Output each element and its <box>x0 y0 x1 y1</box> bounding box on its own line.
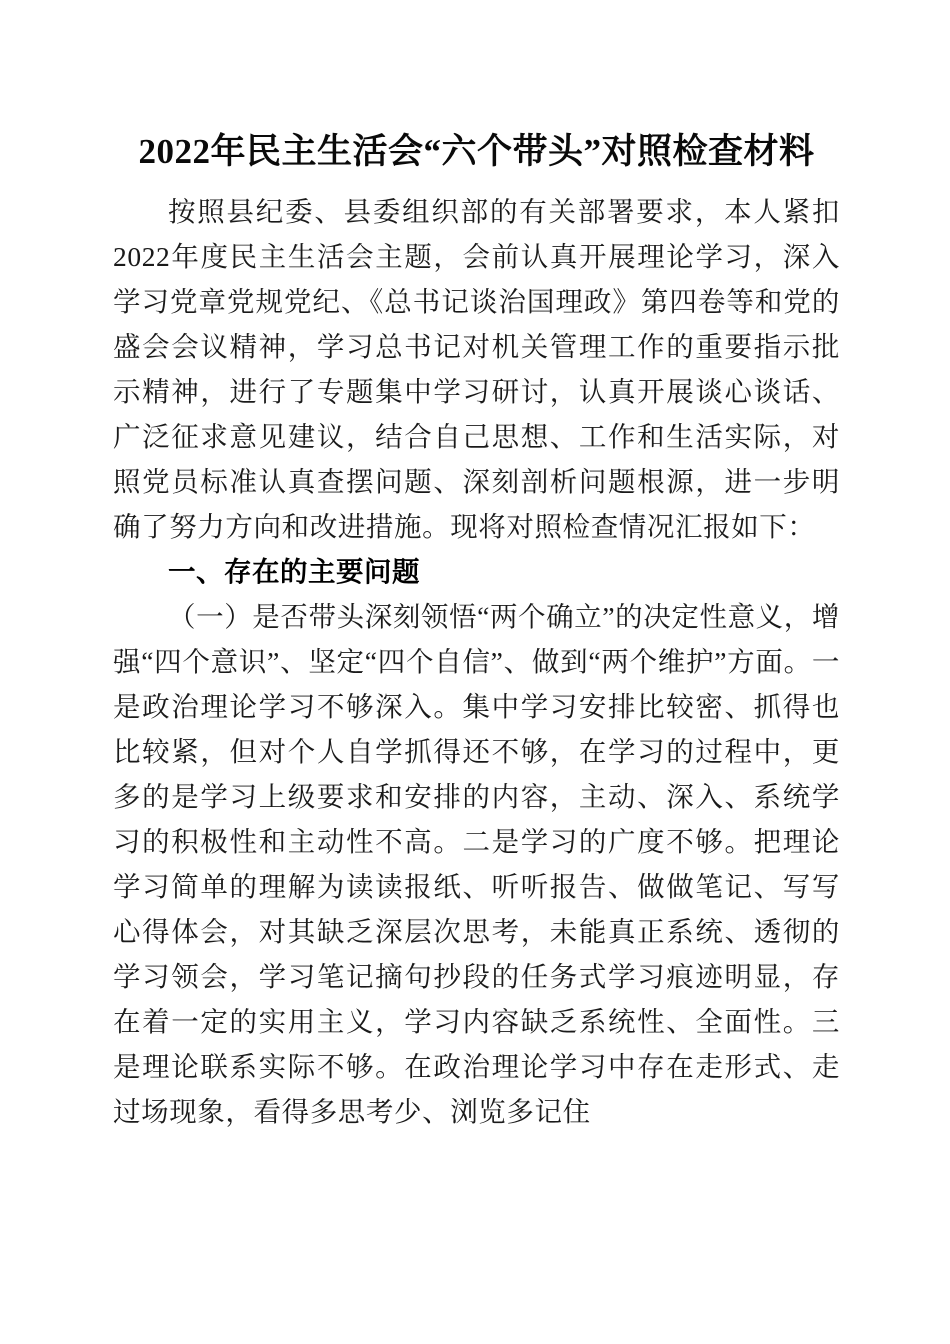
document-body <box>113 128 840 1134</box>
paragraph-item-one: （一）是否带头深刻领悟“两个确立”的决定性意义，增强“四个意识”、坚定“四个自信”、做到“两个维护”方面。一是政治理论学习不够深入。集中学习安排比较密、抓得也比较紧，但对个人自学抓得还不够，在学习的过程中，更多的是学习上级要求和安排的内容，主动、深入、系统学习的积极性和主动性不高。二是学习的广度不够。把理论学习简单的理解为读读报纸、听听报告、做做笔记、写写心得体会，对其缺乏深层次思考，未能真正系统、透彻的学习领会，学习笔记摘句抄段的任务式学习痕迹明显，存在着一定的实用主义，学习内容缺乏系统性、全面性。三是理论联系实际不够。在政治理论学习中存在走形式、走过场现象，看得多思考少、浏览多记住 <box>113 601 840 1127</box>
paragraph-intro: 按照县纪委、县委组织部的有关部署要求，本人紧扣2022年度民主生活会主题，会前认真开展理论学习，深入学习党章党规党纪、《总书记谈治国理政》第四卷等和党的盛会会议精神，学习总书记对机关管理工作的重要指示批示精神，进行了专题集中学习研讨，认真开展谈心谈话、广泛征求意见建议，结合自己思想、工作和生活实际，对照党员标准认真查摆问题、深刻剖析问题根源，进一步明确了努力方向和改进措施。现将对照检查情况汇报如下： <box>113 196 840 542</box>
page-title: 2022年民主生活会“六个带头”对照检查材料 <box>138 132 815 171</box>
section-heading-existing-problems: 一、存在的主要问题 <box>168 556 420 587</box>
